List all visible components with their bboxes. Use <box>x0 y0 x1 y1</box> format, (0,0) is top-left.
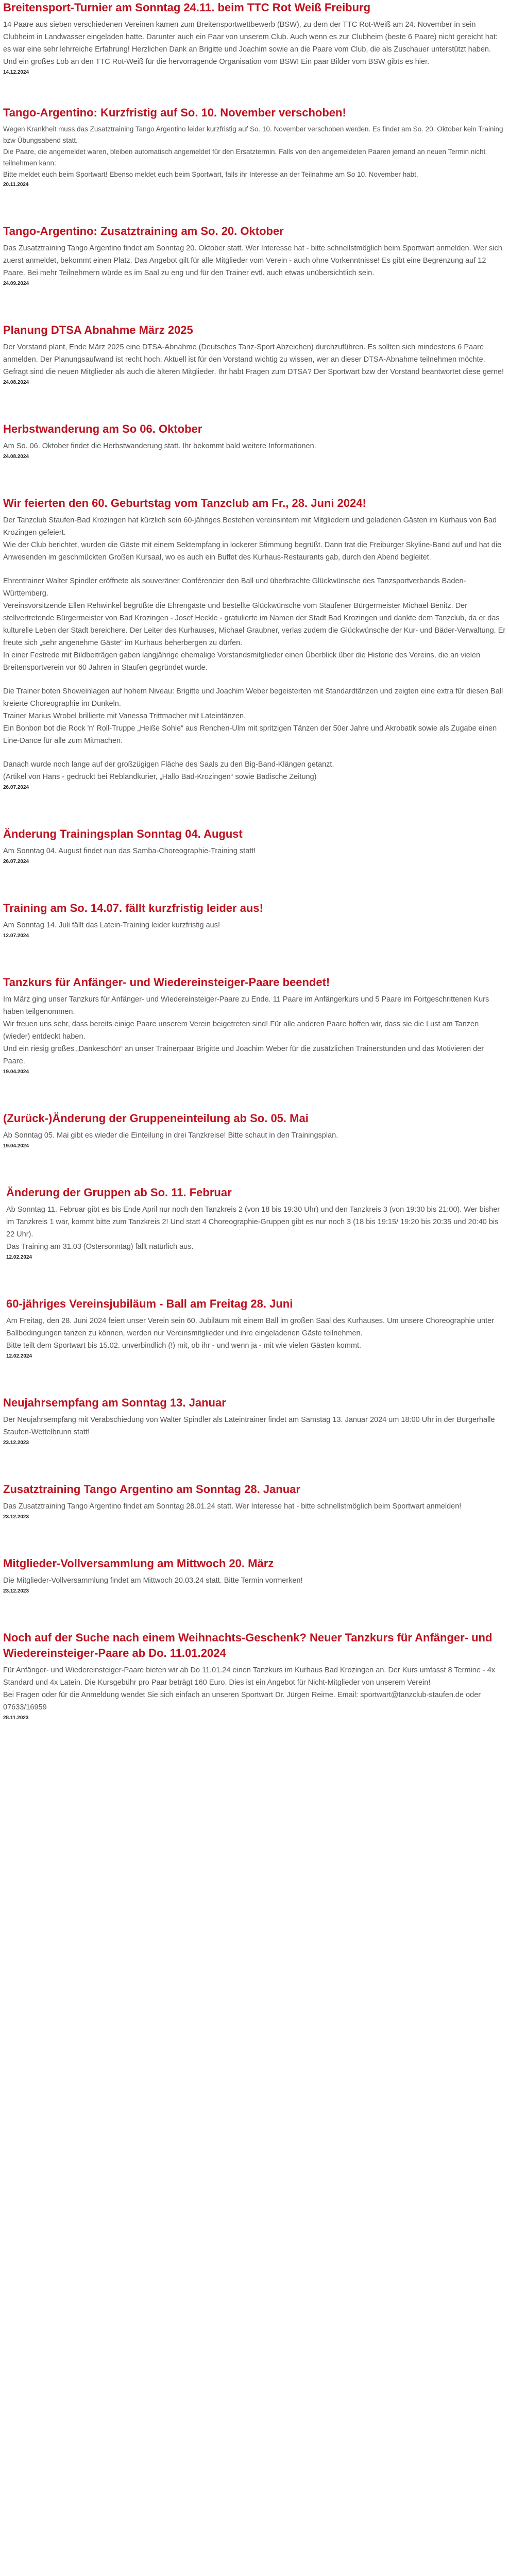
news-article <box>0 323 509 385</box>
article-body <box>3 124 506 180</box>
article-date: 12.07.2024 <box>3 933 29 939</box>
article-body <box>6 1315 506 1352</box>
article-paragraph: Der Neujahrsempfang mit Verabschiedung von Walter Spindler als Lateintrainer findet am Samstag 13. Januar 2024 um 18:00 Uhr in der Burgerhalle Staufen-Wettelbrunn statt! <box>3 1416 495 1436</box>
article-paragraph: Bitte meldet euch beim Sportwart! Ebenso meldet euch beim Sportwart, falls ihr Interesse an der Teilnahme am So 10. November habt. <box>3 171 418 178</box>
news-article <box>0 826 509 865</box>
article-body <box>3 919 506 931</box>
news-article <box>0 224 509 286</box>
article-date: 19.04.2024 <box>3 1143 29 1149</box>
news-article <box>0 105 509 188</box>
article-spacer <box>0 75 509 105</box>
article-spacer <box>0 939 509 975</box>
news-article <box>0 421 509 460</box>
news-article <box>0 1111 509 1149</box>
article-date: 26.07.2024 <box>3 859 29 865</box>
article-paragraph: Der Vorstand plant, Ende März 2025 eine DTSA-Abnahme (Deutsches Tanz-Sport Abzeichen) durchzuführen. Es sollten sich mindestens 6 Paare anmelden. Der Planungsaufwand ist recht hoch. Aktuell ist für den Vorstand wichtig zu wissen, wer an dieser DTSA-Abnahme teilnehmen möchte. Gefragt sind die neuen Mitglieder als auch die älteren Mitglieder. Ihr habt Fragen zum DTSA? Der Sportwart bzw der Vorstand beantwortet diese gerne! <box>3 343 504 376</box>
article-paragraph: Vereinsvorsitzende Ellen Rehwinkel begrüßte die Ehrengäste und bestellte Glückwünsche vom Staufener Bürgermeister Michael Benitz. Der stellvertretende Bürgermeister von Bad Krozingen - Josef Heckle - gratulierte im Namen der Stadt Bad Krozingen und dankte dem Tanzclub, da er das kulturelle Leben der Stadt bereichere. Der Leiter des Kurhauses, Michael Graubner, verlas zudem die Glückwünsche der Kur- und Bäder-Verwaltung. Er freute sich „sehr angenehme Gäste“ im Kurhaus beherbergen zu dürfen. <box>3 602 506 647</box>
news-article <box>0 1185 509 1260</box>
article-title[interactable]: Mitglieder-Vollversammlung am Mittwoch 20. März <box>3 1557 274 1570</box>
article-spacer <box>0 790 509 826</box>
article-body <box>3 341 506 378</box>
article-paragraph: Trainer Marius Wrobel brillierte mit Vanessa Trittmacher mit Lateintänzen. <box>3 712 246 720</box>
article-title[interactable]: Herbstwanderung am So 06. Oktober <box>3 422 202 435</box>
article-body <box>6 1204 506 1253</box>
article-paragraph: Das Training am 31.03 (Ostersonntag) fällt natürlich aus. <box>6 1243 194 1251</box>
article-date: 28.11.2023 <box>3 1715 29 1721</box>
article-paragraph: Und ein riesig großes „Dankeschön“ an unser Trainerpaar Brigitte und Joachim Weber für die zusätzlichen Trainerstunden und das Motivieren der Paare. <box>3 1045 484 1065</box>
article-paragraph: Die Trainer boten Showeinlagen auf hohem Niveau: Brigitte und Joachim Weber begeisterten mit Standardtänzen und zeigten eine extra für diesen Ball kreierte Choreographie im Dunkeln. <box>3 687 503 708</box>
article-spacer <box>0 460 509 496</box>
article-paragraph: Die Mitglieder-Vollversammlung findet am Mittwoch 20.03.24 statt. Bitte Termin vormerken! <box>3 1577 303 1585</box>
article-date: 23.12.2023 <box>3 1440 29 1446</box>
article-paragraph: 14 Paare aus sieben verschiedenen Vereinen kamen zum Breitensportwettbewerb (BSW), zu dem der TTC Rot-Weiß am 24. November in sein Clubheim in Landwasser eingeladen hatte. Darunter auch ein Paar von unserem Club. Auch wenn es zur Clubheim (beste 6 Paare) nicht gereicht hat: es war eine sehr lehrreiche Erfahrung! Herzlichen Dank an Brigitte und Joachim sowie an die Paare vom Club, die als Zuschauer unterstützt haben. Und ein großes Lob an den TTC Rot-Weiß für die hervorragende Organisation vom BSW! Ein paar Bilder vom BSW gibts es hier. <box>3 21 498 66</box>
article-body <box>3 242 506 279</box>
article-paragraph: Im März ging unser Tanzkurs für Anfänger- und Wiedereinsteiger-Paare zu Ende. 11 Paare im Anfängerkurs und 5 Paare im Fortgeschrittenen Kurs haben teilgenommen. <box>3 995 489 1016</box>
article-paragraph: Das Zusatztraining Tango Argentino findet am Sonntag 28.01.24 statt. Wer Interesse hat - bitte schnellstmöglich beim Sportwart anmelden! <box>3 1502 462 1511</box>
article-title[interactable]: Tango-Argentino: Kurzfristig auf So. 10. November verschoben! <box>3 106 346 119</box>
article-title[interactable]: 60-jähriges Vereinsjubiläum - Ball am Freitag 28. Juni <box>6 1297 293 1310</box>
article-body <box>3 1414 506 1438</box>
article-date: 24.08.2024 <box>3 454 29 460</box>
article-title[interactable]: Änderung der Gruppen ab So. 11. Februar <box>6 1186 232 1199</box>
news-article <box>0 0 509 75</box>
article-paragraph: Bitte teilt dem Sportwart bis 15.02. unverbindlich (!) mit, ob ihr - und wenn ja - mit wie vielen Gästen kommt. <box>6 1342 362 1350</box>
article-paragraph: In einer Festrede mit Bildbeiträgen gaben langjährige ehemalige Vorstandsmitglieder einen Überblick über die Historie des Vereins, die an vielen Breitensportverein vor 60 Jahren in Staufen gegründet wurde. <box>3 651 481 672</box>
article-title[interactable]: Breitensport-Turnier am Sonntag 24.11. beim TTC Rot Weiß Freiburg <box>3 1 371 14</box>
article-paragraph: Ab Sonntag 11. Februar gibt es bis Ende April nur noch den Tanzkreis 2 (von 18 bis 19:30 Uhr) und den Tanzkreis 3 (von 19:30 bis 21:00). Wer bisher im Tanzkreis 1 war, kommt bitte zum Tanzkreis 2! Und statt 4 Choreographie-Gruppen gibt es nur noch 3 (18 bis 19:15/ 19:20 bis 20:35 und 20:40 bis 22 Uhr). <box>6 1206 500 1239</box>
article-title[interactable]: Tanzkurs für Anfänger- und Wiedereinsteiger-Paare beendet! <box>3 976 330 989</box>
article-date: 20.11.2024 <box>3 182 29 188</box>
article-title[interactable]: Wir feierten den 60. Geburtstag vom Tanzclub am Fr., 28. Juni 2024! <box>3 497 366 510</box>
article-spacer <box>0 1075 509 1111</box>
article-paragraph <box>3 564 506 575</box>
article-paragraph: Ehrentrainer Walter Spindler eröffnete als souveräner Conférencier den Ball und überbrachte Glückwünsche des Tanzsportverbands Baden-Württemberg. <box>3 577 466 598</box>
news-article <box>0 1630 509 1721</box>
article-title[interactable]: Noch auf der Suche nach einem Weihnachts-Geschenk? Neuer Tanzkurs für Anfänger- und Wiedereinsteiger-Paare ab Do. 11.01.2024 <box>3 1631 493 1659</box>
news-article <box>0 901 509 939</box>
article-paragraph: Der Tanzclub Staufen-Bad Krozingen hat kürzlich sein 60-jähriges Bestehen vereinsintern mit Mitgliedern und geladenen Gästen im Kurhaus von Bad Krozingen gefeiert. <box>3 516 497 537</box>
news-article <box>0 496 509 790</box>
article-title[interactable]: Zusatztraining Tango Argentino am Sonntag 28. Januar <box>3 1483 300 1496</box>
article-paragraph: Am Sonntag 04. August findet nun das Samba-Choreographie-Training statt! <box>3 847 256 855</box>
article-title[interactable]: Tango-Argentino: Zusatztraining am So. 20. Oktober <box>3 225 284 238</box>
article-spacer <box>0 1520 509 1556</box>
article-date: 26.07.2024 <box>3 785 29 790</box>
article-title[interactable]: Training am So. 14.07. fällt kurzfristig leider aus! <box>3 902 263 914</box>
article-date: 24.09.2024 <box>3 281 29 286</box>
article-spacer <box>0 1721 509 1744</box>
article-spacer <box>0 385 509 421</box>
article-title[interactable]: Planung DTSA Abnahme März 2025 <box>3 324 193 336</box>
article-paragraph <box>3 674 506 685</box>
article-date: 23.12.2023 <box>3 1588 29 1594</box>
article-paragraph <box>3 747 506 758</box>
article-spacer <box>0 1446 509 1482</box>
article-spacer <box>0 1594 509 1630</box>
news-article <box>0 1395 509 1446</box>
article-spacer <box>0 286 509 323</box>
article-body <box>3 993 506 1067</box>
article-spacer <box>0 1359 509 1395</box>
article-paragraph: Wir freuen uns sehr, dass bereits einige Paare unserem Verein beigetreten sind! Für alle anderen Paare hoffen wir, dass sie die Lust am Tanzen (wieder) entdeckt haben. <box>3 1020 479 1041</box>
article-date: 12.02.2024 <box>6 1353 32 1359</box>
news-article <box>0 1556 509 1594</box>
article-paragraph: Die Paare, die angemeldet waren, bleiben automatisch angemeldet für den Ersatztermin. Falls von den angemeldeten Paaren jemand an neuen Termin nicht teilnehmen kann: <box>3 148 486 167</box>
article-date: 12.02.2024 <box>6 1255 32 1260</box>
article-body <box>3 1664 506 1714</box>
article-paragraph: Danach wurde noch lange auf der großzügigen Fläche des Saals zu den Big-Band-Klängen getanzt. <box>3 760 334 769</box>
article-body <box>3 1129 506 1142</box>
article-paragraph: Am So. 06. Oktober findet die Herbstwanderung statt. Ihr bekommt bald weitere Informationen. <box>3 442 316 450</box>
article-body <box>3 1500 506 1513</box>
article-paragraph: Ab Sonntag 05. Mai gibt es wieder die Einteilung in drei Tanzkreise! Bitte schaut in den Trainingsplan. <box>3 1131 338 1140</box>
article-spacer <box>0 1260 509 1296</box>
article-paragraph: Ein Bonbon bot die Rock 'n' Roll-Truppe „Heiße Sohle“ aus Renchen-Ulm mit spritzigen Tänzen der 50er Jahre und Akrobatik sowie als Zugabe einen Line-Dance für alle zum Mitmachen. <box>3 724 497 745</box>
article-paragraph: Am Sonntag 14. Juli fällt das Latein-Training leider kurzfristig aus! <box>3 921 220 929</box>
article-paragraph: Wie der Club berichtet, wurden die Gäste mit einem Sektempfang in lockerer Stimmung begrüßt. Dann trat die Freiburger Skyline-Band auf und hat die Anwesenden im geschmückten Großen Kursaal, wo es auch ein Buffet des Kurhaus-Restaurants gab, durch den Abend begleitet. <box>3 541 502 562</box>
article-title[interactable]: (Zurück-)Änderung der Gruppeneinteilung ab So. 05. Mai <box>3 1112 309 1125</box>
article-body <box>3 19 506 68</box>
article-date: 14.12.2024 <box>3 70 29 75</box>
article-body <box>3 1574 506 1587</box>
article-paragraph: Wegen Krankheit muss das Zusatztraining Tango Argentino leider kurzfristig auf So. 10. November verschoben werden. Es findet am So. 20. Oktober kein Training bzw Übungsabend statt. <box>3 125 503 144</box>
article-paragraph: Für Anfänger- und Wiedereinsteiger-Paare bieten wir ab Do 11.01.24 einen Tanzkurs im Kurhaus Bad Krozingen an. Der Kurs umfasst 8 Termine - 4x Standard und 4x Latein. Die Kursgebühr pro Paar beträgt 160 Euro. Dies ist ein Angebot für Nicht-Mitglieder von unserem Verein! <box>3 1666 496 1687</box>
article-paragraph: Bei Fragen oder für die Anmeldung wendet Sie sich einfach an unseren Sportwart Dr. Jürgen Reime. Email: sportwart@tanzclub-staufen.de oder 07633/16959 <box>3 1691 481 1711</box>
article-paragraph: Das Zusatztraining Tango Argentino findet am Sonntag 20. Oktober statt. Wer Interesse hat - bitte schnellstmöglich beim Sportwart anmelden. Wer sich zuerst anmeldet, bekommt einen Platz. Das Angebot gilt für alle Mitglieder vom Verein - auch ohne Vorkenntnisse! Es gibt eine Begrenzung auf 12 Paare. Bei mehr Teilnehmern würde es im Saal zu eng und für den Trainer evtl. auch etwas unübersichtlich sein. <box>3 244 502 277</box>
article-spacer <box>0 1149 509 1185</box>
article-paragraph: Am Freitag, den 28. Juni 2024 feiert unser Verein sein 60. Jubiläum mit einem Ball im großen Saal des Kurhauses. Um unsere Choreographie unter Ballbedingungen tanzen zu können, werden nur Vereinsmitglieder und ihre eingeladenen Gäste teilnehmen. <box>6 1317 495 1337</box>
article-body <box>3 845 506 857</box>
article-title[interactable]: Neujahrsempfang am Sonntag 13. Januar <box>3 1396 226 1409</box>
news-article <box>0 1296 509 1359</box>
news-article <box>0 975 509 1075</box>
news-article <box>0 1482 509 1520</box>
article-date: 19.04.2024 <box>3 1069 29 1075</box>
article-spacer <box>0 188 509 224</box>
article-date: 23.12.2023 <box>3 1514 29 1520</box>
article-spacer <box>0 865 509 901</box>
article-body <box>3 514 506 783</box>
article-title[interactable]: Änderung Trainingsplan Sonntag 04. August <box>3 827 243 840</box>
article-paragraph: (Artikel von Hans - gedruckt bei Reblandkurier, „Hallo Bad-Krozingen“ sowie Badische Zeitung) <box>3 773 317 781</box>
article-body <box>3 440 506 452</box>
article-date: 24.08.2024 <box>3 380 29 385</box>
